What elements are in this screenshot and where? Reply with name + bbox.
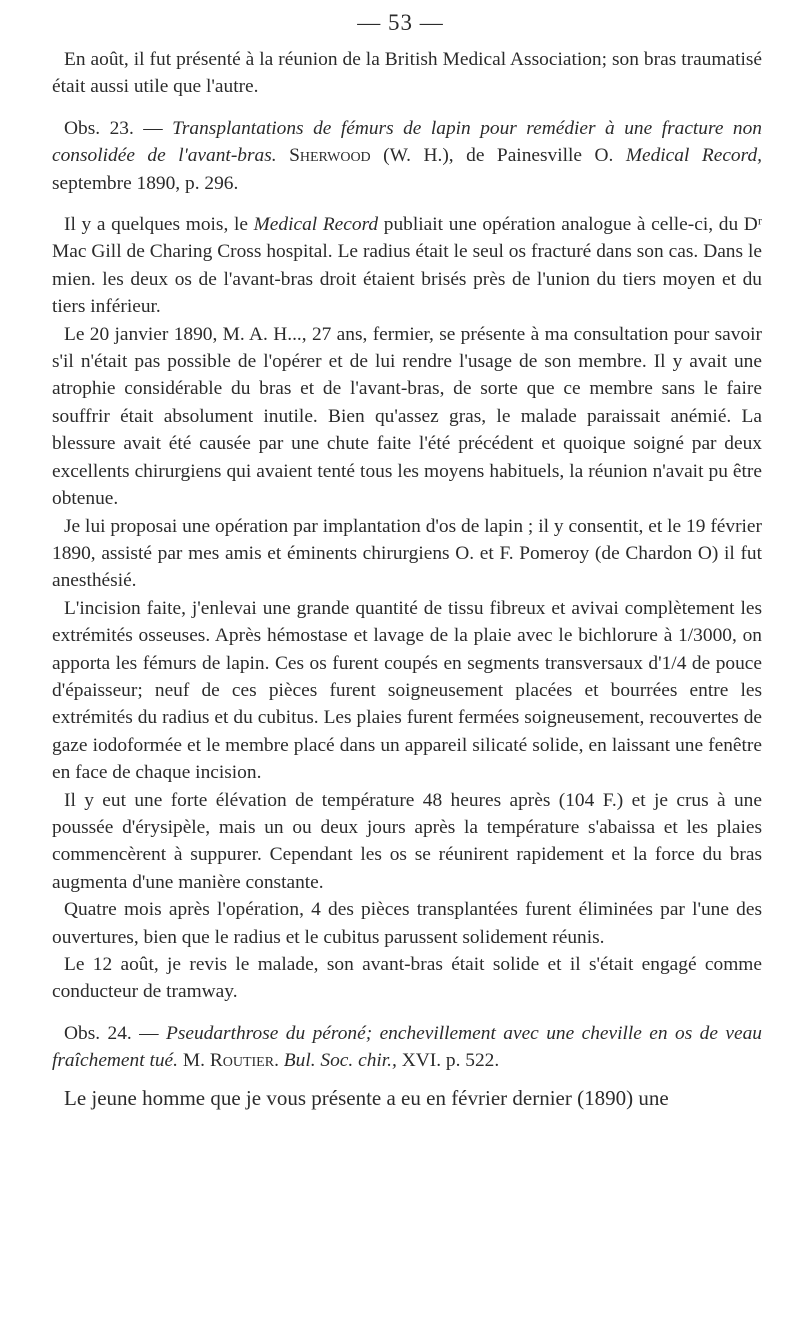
text-run: XVI. p. 522. bbox=[396, 1050, 500, 1072]
italic-text: Pseudarthrose du péroné; enchevillement avec une cheville en os de veau fraîchement tué. bbox=[52, 1022, 762, 1072]
paragraph bbox=[52, 896, 762, 951]
paragraph bbox=[52, 46, 762, 101]
italic-text: Bul. Soc. chir., bbox=[283, 1050, 397, 1072]
text-run: Le jeune homme que je vous présente a eu en février dernier (1890) une bbox=[64, 1085, 669, 1110]
text-run: En août, il fut présenté à la réunion de la British Medical Association; son bras traumatisé était aussi utile que l'autre. bbox=[52, 49, 762, 98]
text-run: publiait une opération analogue à celle-ci, du Dʳ Mac Gill de Charing Cross hospital. Le radius était le seul os fracturé dans son cas. Dans le mien. les deux os de l'avant-bras droit étaient brisés près de l'union du tiers moyen et du tiers inférieur. bbox=[52, 214, 763, 318]
text-run: Le 20 janvier 1890, M. A. H..., 27 ans, fermier, se présente à ma consultation pour savoir s'il n'était pas possible de l'opérer et de lui rendre l'usage de son membre. Il y avait une atrophie considérable du bras et de l'avant-bras, de sorte que ce membre sans le faire souffrir était absolument inutile. Bien qu'assez gras, le malade paraissait anémié. La blessure avait été causée par une chute faite l'été précédent et quoique soigné par deux excellents chirurgiens qui avaient tenté tous les moyens habituels, la réunion n'avait pu être obtenue. bbox=[52, 323, 762, 510]
italic-text: Transplantations de fémurs de lapin pour remédier à une fracture non consolidée de l'avant-bras. bbox=[52, 117, 762, 167]
italic-text: Medical Record bbox=[253, 214, 379, 236]
page-body bbox=[52, 46, 762, 1112]
paragraph bbox=[52, 1085, 762, 1112]
paragraph bbox=[52, 1020, 762, 1075]
text-run: Le 12 août, je revis le malade, son avant-bras était solide et il s'était engagé comme conducteur de tramway. bbox=[52, 954, 762, 1003]
text-run bbox=[277, 145, 290, 166]
author-name: Routier bbox=[209, 1050, 275, 1072]
text-run: Quatre mois après l'opération, 4 des pièces transplantées furent éliminées par l'une des ouvertures, bien que le radius et le cubitus parussent solidement réunis. bbox=[52, 899, 762, 948]
text-run: (W. H.), de Painesville O. bbox=[370, 145, 626, 167]
text-run: Je lui proposai une opération par implantation d'os de lapin ; il y consentit, et le 19 février 1890, assisté par mes amis et éminents chirurgiens O. et F. Pomeroy (de Chardon O) il fut anesthésié. bbox=[52, 515, 762, 592]
text-run: L'incision faite, j'enlevai une grande quantité de tissu fibreux et avivai complètement les extrémités osseuses. Après hémostase et lavage de la plaie avec le bichlorure à 1/3000, on apporta les fémurs de lapin. Ces os furent coupés en segments transversaux d'1/4 de pouce d'épaisseur; neuf de ces pièces furent soigneusement placées et bourrées entre les extrémités du radius et du cubitus. Les plaies furent fermées soigneusement, recouvertes de gaze iodoformée et le membre placé dans un appareil silicaté solide, en laissant une fenêtre en face de chaque incision. bbox=[52, 597, 762, 784]
text-run: Obs. 24. — bbox=[64, 1022, 166, 1044]
italic-text: Medical Record, bbox=[625, 145, 762, 167]
paragraph bbox=[52, 951, 762, 1006]
paragraph bbox=[52, 787, 762, 897]
text-run: septembre 1890, p. 296. bbox=[52, 172, 239, 194]
text-run: . bbox=[274, 1050, 284, 1072]
page-number: — 53 — bbox=[357, 10, 444, 35]
paragraph bbox=[52, 595, 762, 787]
text-run: Il y eut une forte élévation de température 48 heures après (104 F.) et je crus à une poussée d'érysipèle, mais un ou deux jours après la température s'abaissa et les plaies commencèrent à suppurer. Cependant les os se réunirent rapidement et la force du bras augmenta d'une manière constante. bbox=[52, 789, 762, 893]
text-run: Obs. 23. — bbox=[64, 117, 173, 139]
author-name: Sherwood bbox=[289, 145, 371, 167]
paragraph bbox=[52, 321, 762, 513]
paragraph bbox=[52, 211, 762, 321]
paragraph bbox=[52, 115, 762, 197]
text-run: Il y a quelques mois, le bbox=[64, 214, 254, 236]
paragraph bbox=[52, 513, 762, 595]
text-run: M. bbox=[178, 1050, 210, 1072]
